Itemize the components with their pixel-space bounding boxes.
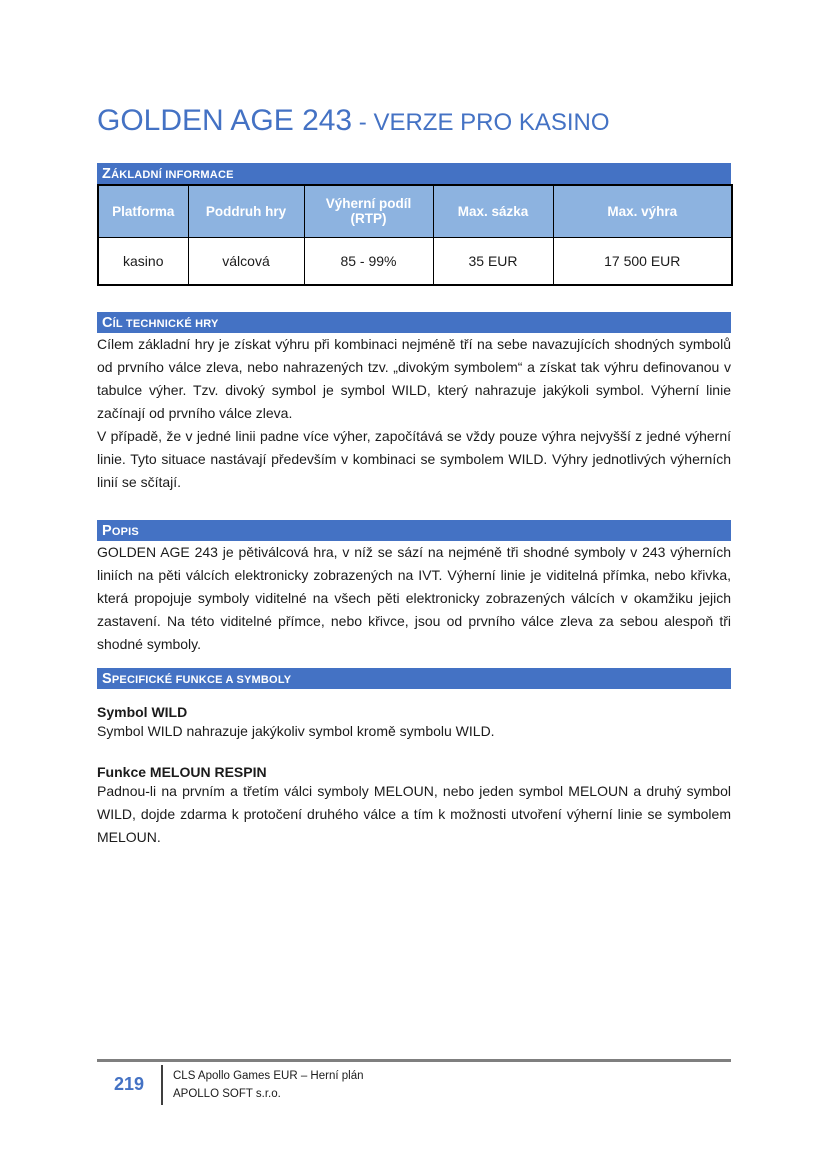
section-header-popis: POPIS — [97, 520, 731, 541]
document-title-sub — [352, 109, 609, 136]
document-title-main: GOLDEN AGE 243 — [97, 104, 353, 137]
table-cell-vyherni-podil: 85 - 99% — [304, 237, 433, 285]
table-header-vyherni-podil: Výherní podíl (RTP) — [304, 185, 433, 237]
subheading-funkce-meloun-respin: Funkce MELOUN RESPIN — [97, 764, 267, 780]
page-footer — [97, 1059, 731, 1105]
paragraph-goal-2: V případě, že v jedné linii padne více výher, započítává se vždy pouze výhra nejvyšší z jedné výherní linie. Tyto situace nastávají především v kombinaci se symbolem WILD. Výhry jednotlivých výherních linií se sčítají. — [97, 428, 731, 490]
section-header-zakladni-informace: ZÁKLADNÍ INFORMACE — [97, 163, 731, 184]
page-number: 219 — [113, 1074, 145, 1094]
table-header-max-sazka: Max. sázka — [433, 185, 553, 237]
table-cell-max-vyhra: 17 500 EUR — [553, 237, 732, 285]
table-cell-max-sazka: 35 EUR — [433, 237, 553, 285]
table-cell-poddruh-hry: válcová — [188, 237, 304, 285]
table-cell-platforma: kasino — [98, 237, 188, 285]
paragraph-funkce-meloun-respin: Padnou-li na prvním a třetím válci symboly MELOUN, nebo jeden symbol MELOUN a druhý symbol WILD, dojde zdarma k protočení druhého válce a tím k možnosti utvoření výherní linie se symbolem MELOUN. — [97, 783, 731, 845]
table-row — [98, 237, 732, 285]
table-header-max-vyhra: Max. výhra — [553, 185, 732, 237]
subheading-symbol-wild: Symbol WILD — [97, 704, 188, 720]
paragraph-goal-1: Cílem základní hry je získat výhru při kombinaci nejméně tří na sebe navazujících shodných symbolů od prvního válce zleva, nebo nahrazených tzv. „divokým symbolem“ a získat tak výhru definovanou v tabulce výher. Tzv. divoký symbol je symbol WILD, který nahrazuje jakýkoli symbol. Výherní linie začínají od prvního válce zleva. — [97, 336, 731, 421]
footer-text-block — [163, 1065, 363, 1105]
section-header-cil-technicke-hry: CÍL TECHNICKÉ HRY — [97, 312, 731, 333]
document-title — [97, 0, 731, 141]
footer-publisher-line: CLS Apollo Games EUR – Herní plán — [173, 1070, 364, 1082]
table-header-row — [98, 185, 732, 237]
footer-company-line: APOLLO SOFT s.r.o. — [173, 1088, 281, 1100]
paragraph-popis: GOLDEN AGE 243 je pětiválcová hra, v níž se sází na nejméně tři shodné symboly v 243 výherních liniích na pěti válcích elektronicky zobrazených na IVT. Výherní linie je viditelná přímka, nebo křivka, která propojuje symboly viditelné na všech pěti elektronicky zobrazených válcích v okamžiku jejich zastavení. Na této viditelné přímce, nebo křivce, jsou od prvního válce zleva za sebou alespoň tři shodné symboly. — [97, 544, 731, 652]
paragraph-symbol-wild: Symbol WILD nahrazuje jakýkoliv symbol kromě symbolu WILD. — [97, 723, 495, 739]
basic-info-table — [97, 184, 733, 286]
table-header-platforma: Platforma — [98, 185, 188, 237]
table-header-poddruh-hry: Poddruh hry — [188, 185, 304, 237]
page-content — [97, 0, 731, 849]
document-title-sub-text: - VERZE PRO KASINO — [358, 109, 610, 136]
section-header-specificke-funkce: SPECIFICKÉ FUNKCE A SYMBOLY — [97, 668, 731, 689]
